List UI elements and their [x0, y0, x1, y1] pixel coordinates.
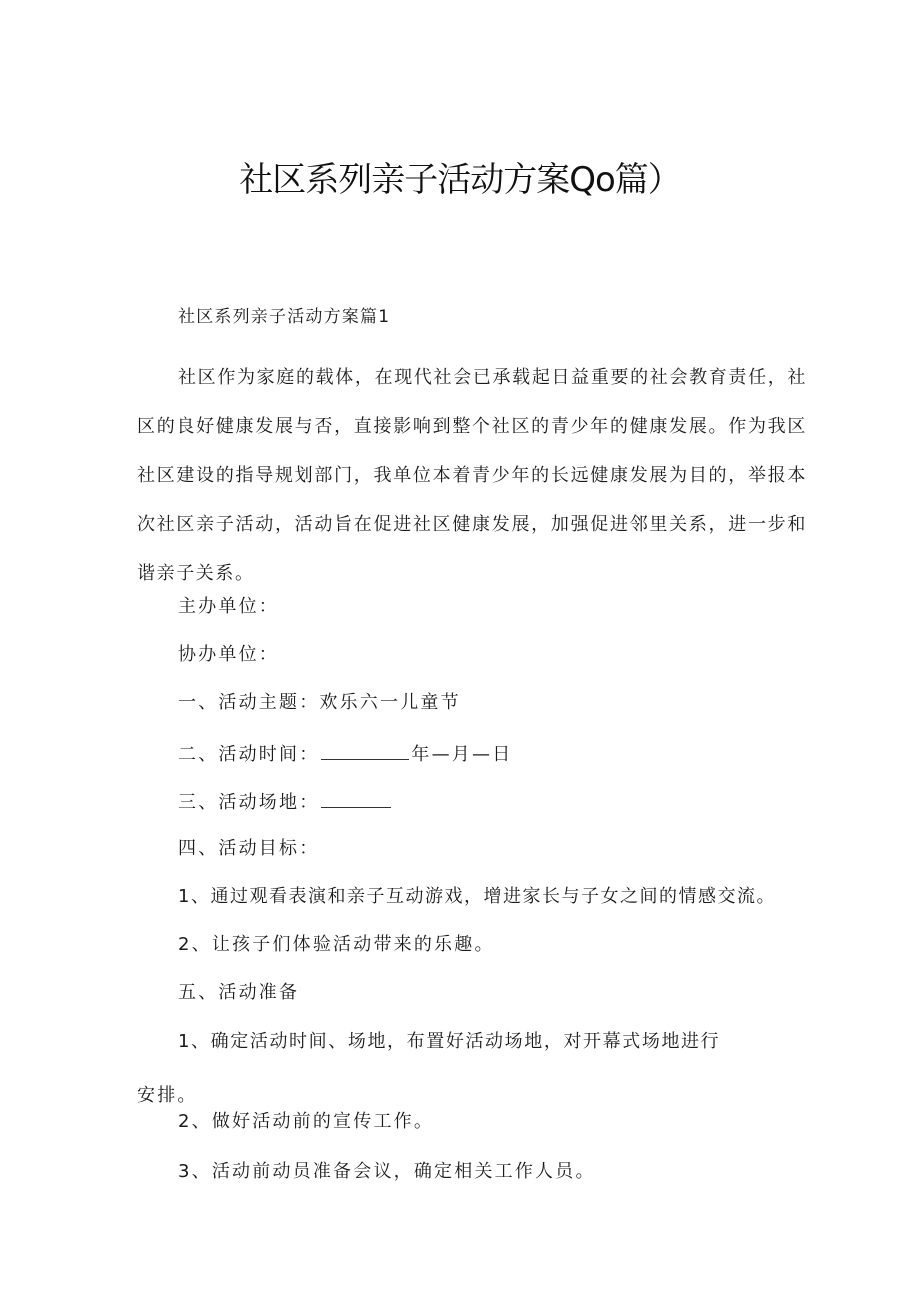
co-organizer-line: 协办单位： — [178, 644, 279, 665]
venue-blank — [321, 791, 391, 808]
activity-venue-label: 三、活动场地： — [178, 792, 320, 813]
intro-paragraph-text: 社区作为家庭的载体，在现代社会已承载起日益重要的社会教育责任，社区的良好健康发展与否，直接影响到整个社区的青少年的健康发展。作为我区社区建设的指导规划部门，我单位本着青少年的长远健康发展为目的，举报本次社区亲子活动，活动旨在促进社区健康发展，加强促进邻里关系，进一步和谐亲子关系。 — [137, 367, 807, 584]
activity-venue-line — [178, 791, 391, 812]
activity-time-suffix: 年—月—日 — [411, 744, 513, 765]
activity-theme: 一、活动主题：欢乐六一儿童节 — [178, 692, 461, 713]
document-title: 社区系列亲子活动方案Qo篇） — [239, 160, 681, 200]
prep-item-3: 3、活动前动员准备会议，确定相关工作人员。 — [178, 1161, 596, 1182]
activity-time-label: 二、活动时间： — [178, 744, 320, 765]
goals-heading: 四、活动目标： — [178, 838, 320, 859]
date-blank — [321, 743, 409, 760]
prep-item-1: 1、确定活动时间、场地，布置好活动场地，对开幕式场地进行 — [178, 1031, 721, 1052]
goal-2: 2、让孩子们体验活动带来的乐趣。 — [178, 934, 495, 955]
goal-1: 1、通过观看表演和亲子互动游戏，增进家长与子女之间的情感交流。 — [178, 886, 776, 907]
prep-heading: 五、活动准备 — [178, 982, 300, 1003]
section-heading: 社区系列亲子活动方案篇1 — [178, 307, 391, 327]
prep-item-2: 2、做好活动前的宣传工作。 — [178, 1111, 435, 1132]
prep-item-1-continuation: 安排。 — [137, 1085, 198, 1106]
intro-paragraph — [137, 353, 807, 598]
organizer-line: 主办单位： — [178, 596, 279, 617]
activity-time-line — [178, 743, 512, 764]
